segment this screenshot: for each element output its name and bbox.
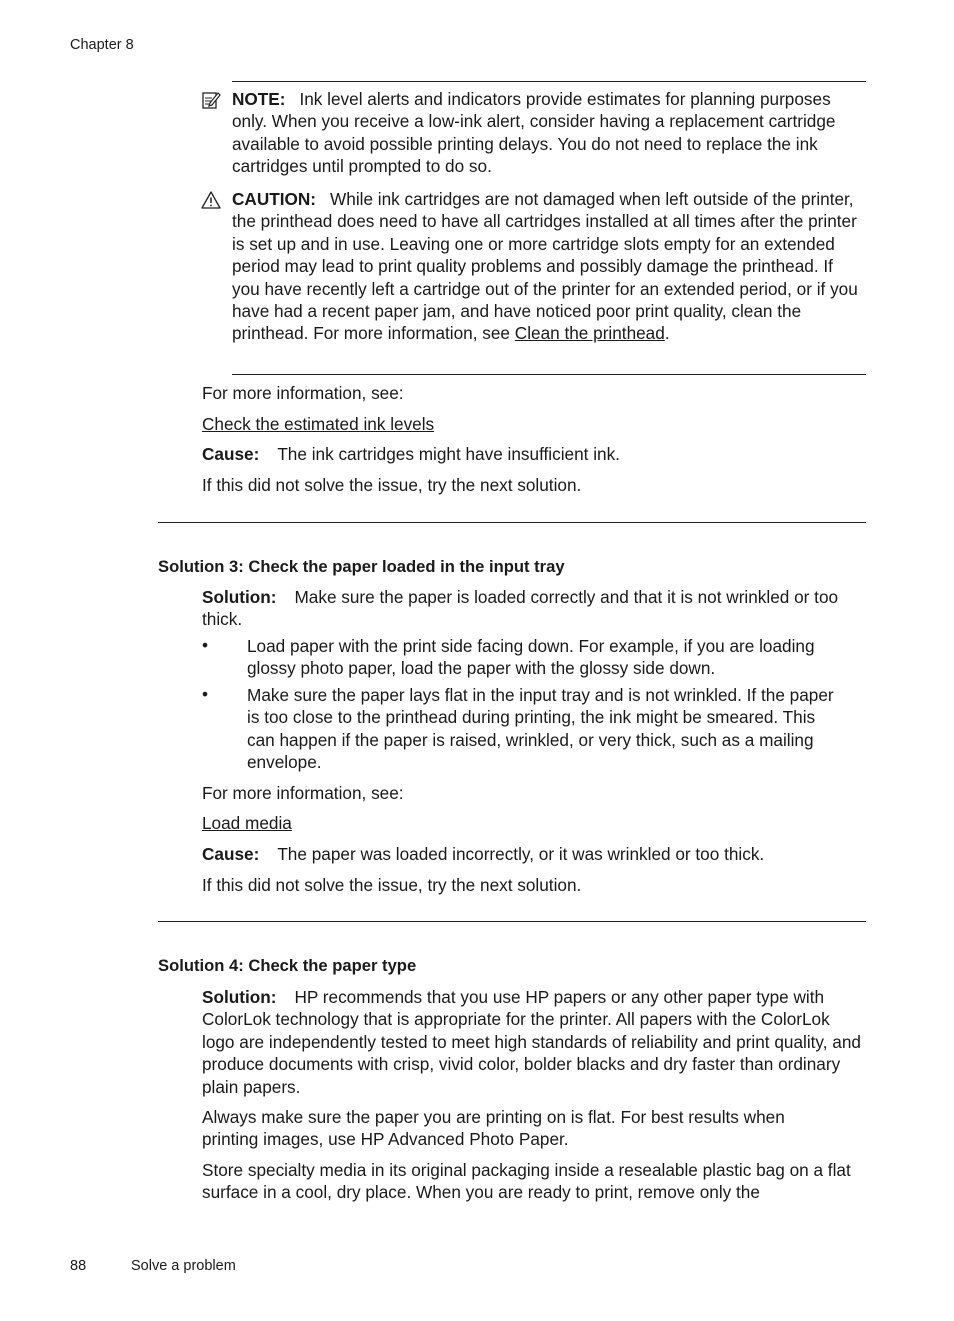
bullet-item-2: Make sure the paper lays flat in the input tray and is not wrinkled. If the paper is too close to the printhead during printing, the ink might be smeared. This can happen if the paper is raised, wrinkled, or very thick, such as a mailing envelope. — [247, 685, 834, 773]
solution-4-heading: Solution 4: Check the paper type — [158, 956, 417, 975]
solution-4-label: Solution: — [202, 987, 277, 1007]
note-icon — [201, 90, 221, 110]
solution-3-heading: Solution 3: Check the paper loaded in the input tray — [158, 557, 565, 576]
next-solution-2: If this did not solve the issue, try the next solution. — [202, 875, 582, 895]
caution-end: . — [664, 323, 670, 344]
note-bottom-rule — [232, 374, 866, 375]
caution-text: While ink cartridges are not damaged when left outside of the printer, the printhead does need to have all cartridges installed at all times after the printer is set up and in use. Leaving one or more cartridge slots empty for an extended period may lead to print quality problems and possibly damage the printhead. If you have recently left a cartridge out of the printer for an extended period, or if you have had a recent paper jam, and have noticed poor print quality, clean the printhead. For more information, see — [232, 189, 858, 344]
load-media-link[interactable]: Load media — [202, 813, 292, 833]
section-divider-2 — [158, 921, 866, 922]
footer-section-title: Solve a problem — [131, 1258, 236, 1274]
bullet-marker-1: • — [202, 635, 209, 655]
check-ink-levels-link[interactable]: Check the estimated ink levels — [202, 414, 435, 434]
bullet-marker-2: • — [202, 684, 209, 704]
cause-2 — [202, 843, 764, 865]
section-divider-1 — [158, 522, 866, 523]
solution-3-text — [202, 586, 862, 631]
solution-4-text — [202, 986, 866, 1098]
cause-1-label: Cause: — [202, 444, 260, 464]
cause-1 — [202, 443, 620, 465]
more-info-2: For more information, see: — [202, 783, 404, 803]
caution-paragraph — [232, 188, 862, 345]
caution-icon — [201, 190, 221, 210]
cause-2-label: Cause: — [202, 844, 260, 864]
cause-2-text: The paper was loaded incorrectly, or it was wrinkled or too thick. — [277, 844, 765, 864]
solution-3-body: Make sure the paper is loaded correctly and that it is not wrinkled or too thick. — [202, 587, 839, 630]
cause-1-text: The ink cartridges might have insufficient ink. — [277, 444, 620, 464]
load-media-link-line — [202, 812, 292, 834]
clean-printhead-link[interactable]: Clean the printhead — [514, 323, 665, 344]
page-number: 88 — [70, 1258, 87, 1274]
solution-3-label: Solution: — [202, 587, 277, 607]
note-paragraph — [232, 88, 862, 178]
more-info-1: For more information, see: — [202, 383, 404, 403]
solution-4-body: HP recommends that you use HP papers or any other paper type with ColorLok technology that is appropriate for the printer. All papers with the ColorLok logo are independently tested to meet high standards of reliability and print quality, and produce documents with crisp, vivid color, bolder blacks and dry faster than ordinary plain papers. — [202, 987, 861, 1097]
bullet-item-1: Load paper with the print side facing down. For example, if you are loading glossy photo paper, load the paper with the glossy side down. — [247, 636, 815, 679]
chapter-header: Chapter 8 — [70, 37, 134, 53]
solution-4-para-3: Store specialty media in its original packaging inside a resealable plastic bag on a flat surface in a cool, dry place. When you are ready to print, remove only the — [202, 1160, 851, 1203]
solution-4-para-2: Always make sure the paper you are printing on is flat. For best results when printing images, use HP Advanced Photo Paper. — [202, 1107, 785, 1150]
note-label: NOTE: — [232, 89, 286, 109]
ink-levels-link-line — [202, 413, 434, 435]
next-solution-1: If this did not solve the issue, try the next solution. — [202, 475, 582, 495]
note-top-rule — [232, 81, 866, 82]
caution-label: CAUTION: — [232, 189, 317, 209]
note-text: Ink level alerts and indicators provide estimates for planning purposes only. When you receive a low-ink alert, consider having a replacement cartridge available to avoid possible printing delays. You do not need to replace the ink cartridges until prompted to do so. — [232, 89, 836, 177]
